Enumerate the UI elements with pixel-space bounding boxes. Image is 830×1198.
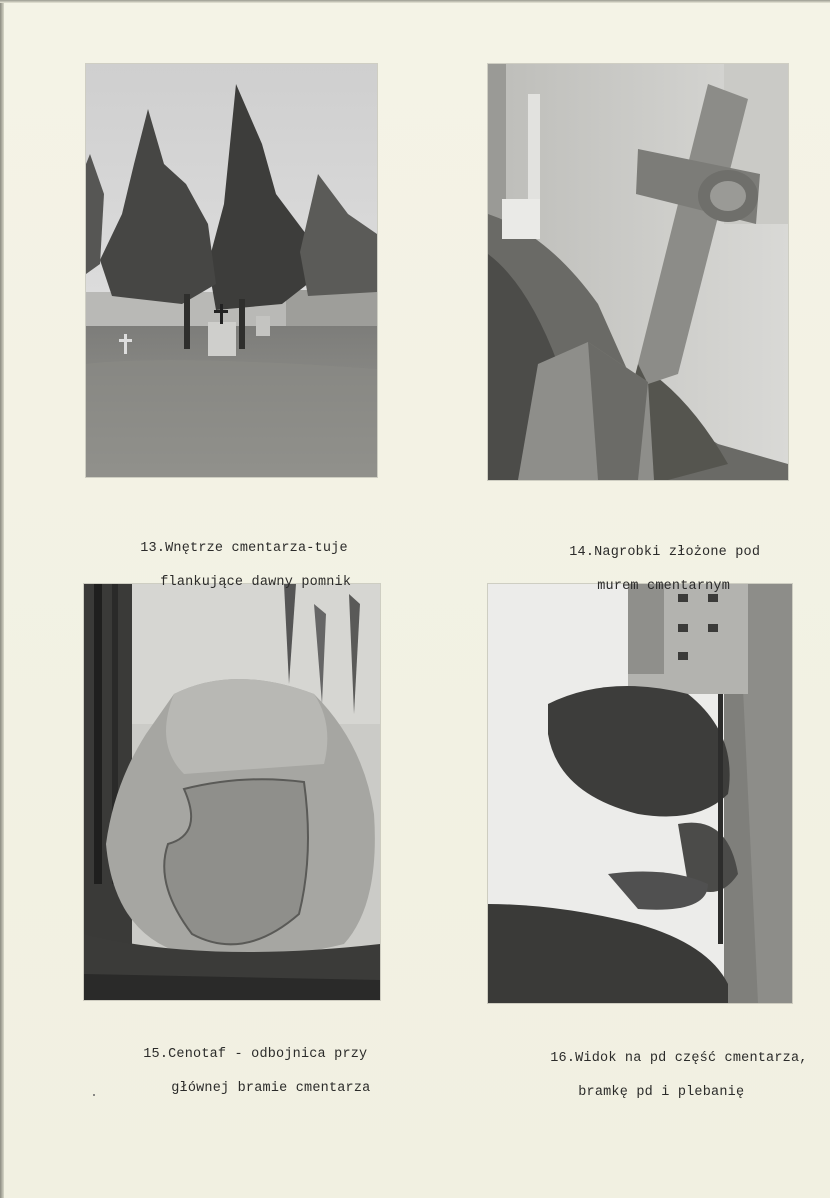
caption-15-number: 15.	[143, 1047, 169, 1062]
photo-16-cemetery-view	[488, 584, 792, 1003]
caption-14-line2: murem cmentarnym	[597, 579, 731, 594]
page-edge-left	[0, 0, 4, 1198]
caption-16-line1: Widok na pd część cmentarza,	[575, 1051, 808, 1066]
caption-13-line1: Wnętrze cmentarza-tuje	[165, 541, 348, 556]
page-edge-top	[0, 0, 830, 3]
caption-16-line2: bramkę pd i plebanię	[578, 1085, 745, 1100]
caption-14-line1: Nagrobki złożone pod	[594, 545, 761, 560]
caption-14-number: 14.	[569, 545, 595, 560]
caption-15-line1: Cenotaf - odbojnica przy	[168, 1047, 368, 1062]
caption-16	[517, 1033, 808, 1118]
caption-14	[536, 527, 760, 612]
caption-13	[107, 523, 351, 608]
caption-16-number: 16.	[550, 1051, 576, 1066]
caption-13-line2: flankujące dawny pomnik	[160, 575, 352, 590]
page-speck	[93, 1094, 95, 1096]
photo-15-cenotaph	[84, 584, 380, 1000]
caption-15	[110, 1029, 370, 1114]
caption-13-number: 13.	[140, 541, 166, 556]
caption-15-line2: głównej bramie cmentarza	[171, 1081, 371, 1096]
photo-14-tombstones-by-wall	[488, 64, 788, 480]
photo-13-cemetery-interior	[86, 64, 377, 477]
